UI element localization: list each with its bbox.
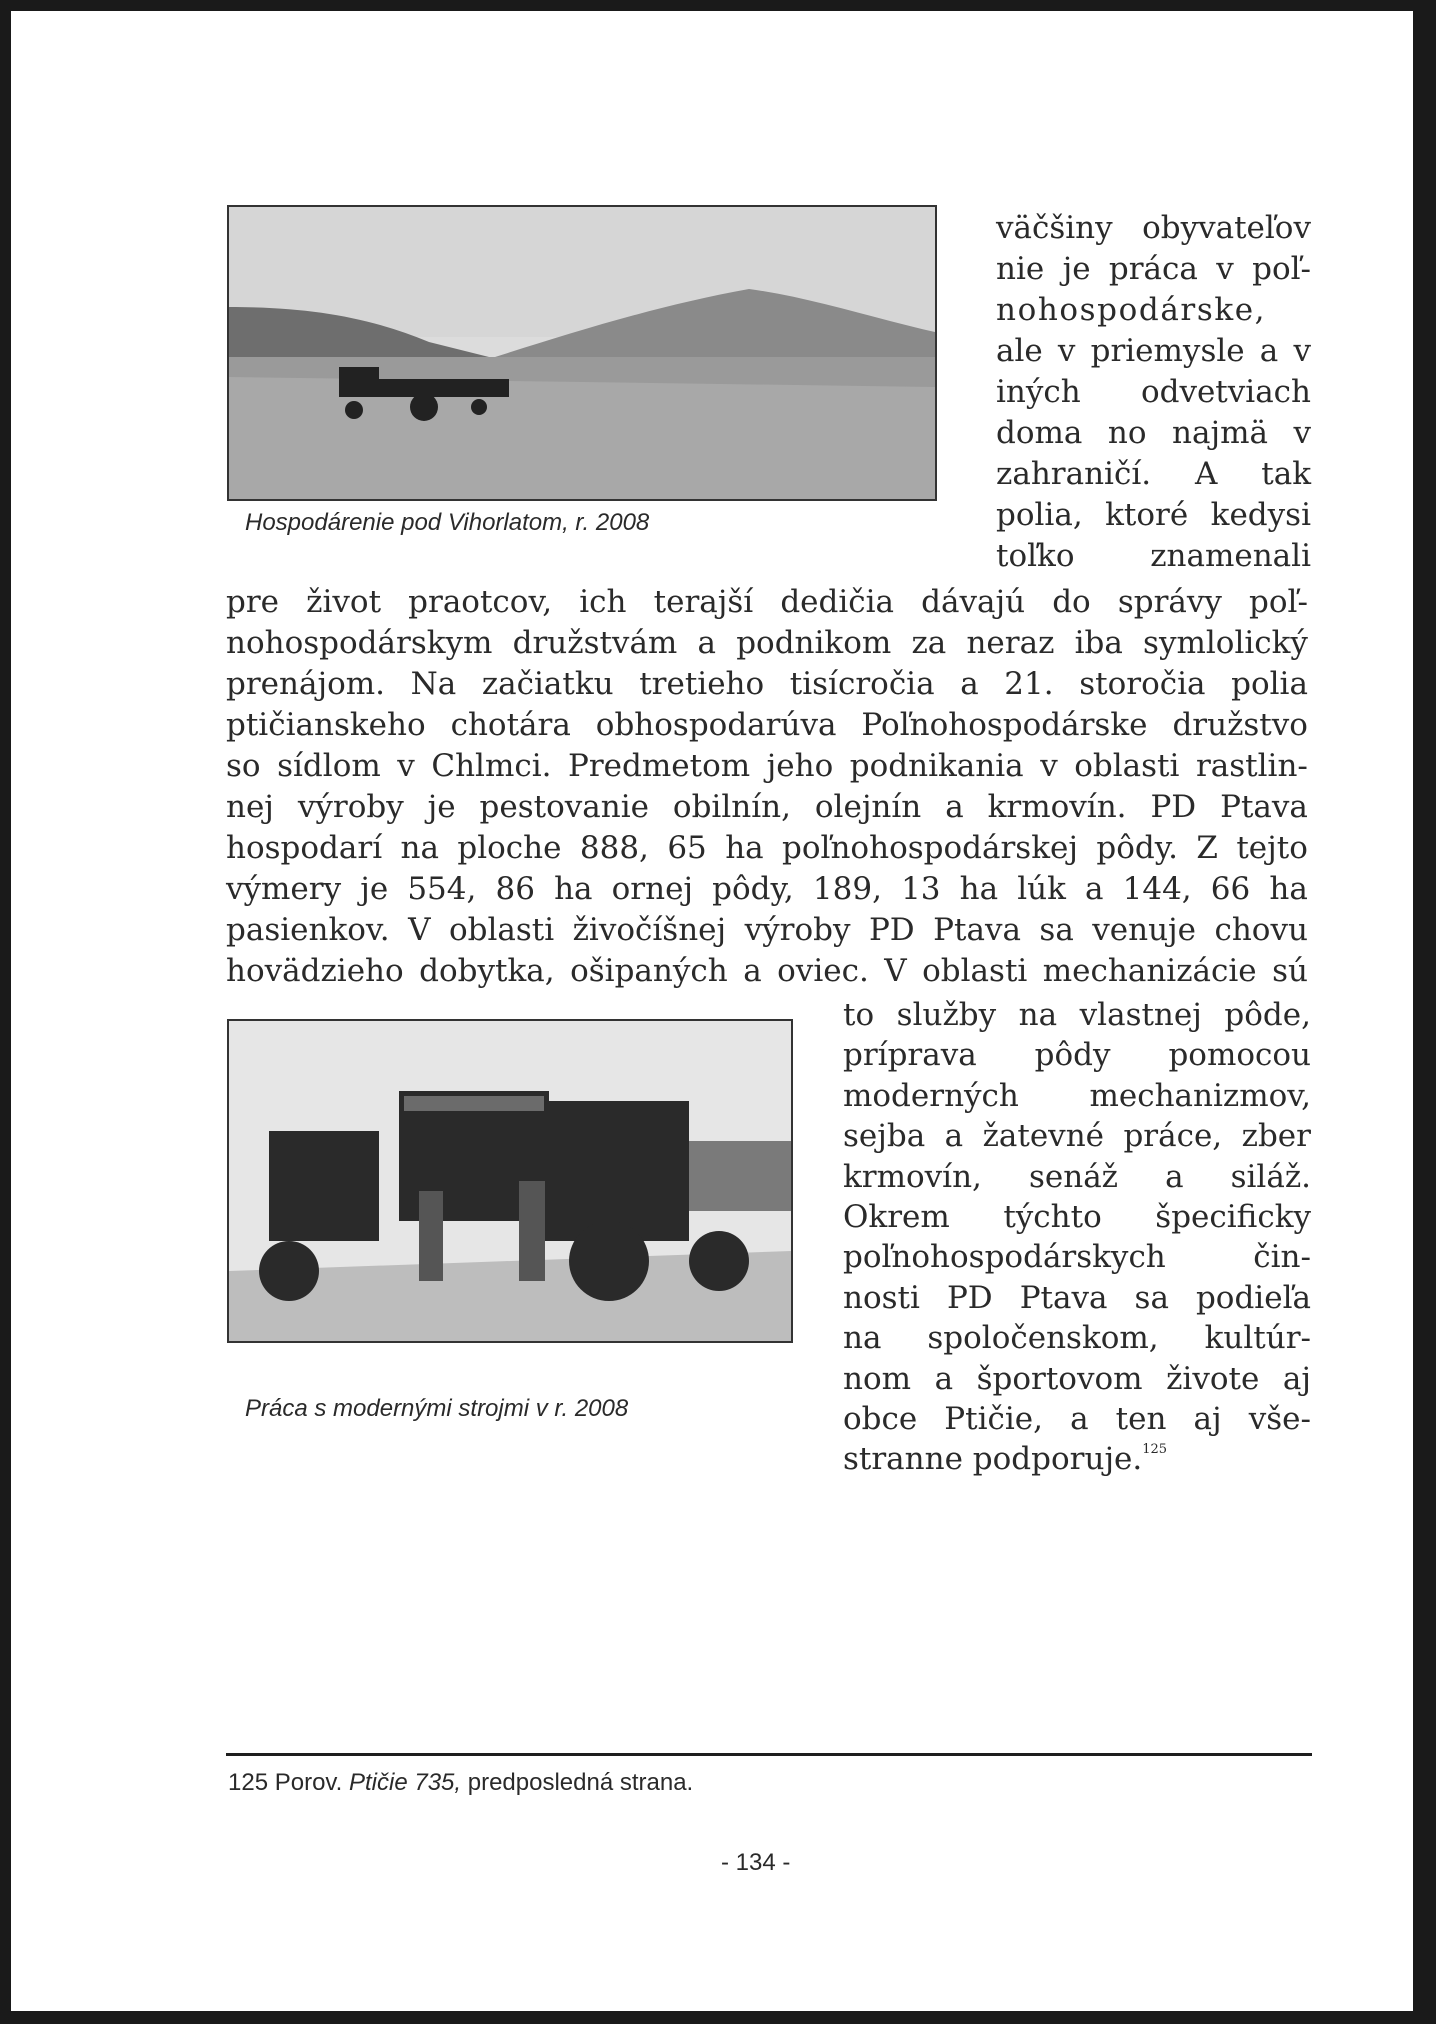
word: poľ- [1252, 251, 1311, 287]
text-line [226, 623, 1308, 664]
word: oblasti [1074, 748, 1180, 784]
word: venuje [1092, 912, 1197, 948]
line-text [843, 1359, 1311, 1400]
word: je [360, 871, 389, 907]
word: doma [996, 415, 1083, 451]
word: Na [410, 666, 457, 702]
word: 554, [407, 871, 477, 907]
text-line [996, 208, 1311, 249]
word: nohospodárske, [996, 292, 1267, 328]
line-text [226, 951, 1308, 992]
word: výroby [297, 789, 404, 825]
word: nie [996, 251, 1045, 287]
word: čin- [1253, 1239, 1311, 1276]
word: podnikom [736, 625, 892, 661]
word: aj [1193, 1401, 1222, 1437]
word: správy [1117, 584, 1222, 620]
word: chotára [450, 707, 571, 743]
word: Poľnohospodárske [861, 707, 1148, 743]
word: hospodarí [226, 830, 383, 866]
word: V [408, 912, 431, 948]
line-text [843, 1076, 1311, 1117]
photo-1-caption: Hospodárenie pod Vihorlatom, r. 2008 [245, 509, 650, 536]
word: v [1293, 415, 1311, 451]
line-text [843, 1237, 1311, 1278]
word: a [697, 625, 716, 661]
word: v [1216, 251, 1234, 287]
word: nej [226, 789, 274, 825]
word: aj [1282, 1360, 1311, 1397]
text-line [226, 746, 1308, 787]
word: je [427, 789, 456, 825]
text-line [996, 331, 1311, 372]
word: sú [1272, 953, 1308, 989]
word: pre [226, 584, 280, 620]
text-line [843, 1076, 1311, 1117]
text-line [843, 1318, 1311, 1359]
word: krmovín. [987, 789, 1127, 825]
footnote-prefix: Porov. [274, 1769, 343, 1796]
word: ale [996, 333, 1043, 369]
word: nohospodárskym [226, 625, 493, 661]
text-line [996, 495, 1311, 536]
word: znamenali [1150, 538, 1311, 574]
word: kedysi [1210, 497, 1311, 533]
word: krmovín, [843, 1158, 982, 1195]
line-text [226, 582, 1308, 623]
line-text [226, 910, 1308, 951]
word: 189, [812, 871, 882, 907]
word: mechanizácie [1042, 953, 1257, 989]
word: chovu [1214, 912, 1308, 948]
word: neraz [966, 625, 1055, 661]
word: A [1194, 456, 1218, 492]
text-line [843, 1359, 1311, 1400]
text-line [996, 249, 1311, 290]
last-line [843, 1429, 1167, 1480]
word: na [1018, 997, 1058, 1033]
word: športovom [976, 1360, 1143, 1397]
word: sa [1134, 1279, 1169, 1316]
word: sa [1039, 912, 1074, 948]
word: dobytka, [419, 953, 555, 989]
word: ten [1115, 1401, 1167, 1437]
word: podnikania [849, 748, 1024, 784]
line-text [226, 787, 1308, 828]
footnote-title: Ptičie 735, [348, 1769, 462, 1796]
word: poľnohospodárskych [843, 1239, 1166, 1276]
word: v [1057, 333, 1076, 369]
line-text [843, 1035, 1311, 1076]
word: pestovanie [479, 789, 649, 825]
word: služby [896, 997, 997, 1033]
word: spoločenskom, [927, 1320, 1159, 1357]
footnote-rest: predposledná strana. [467, 1769, 694, 1796]
word: dávajú [921, 584, 1026, 620]
word: 13 [901, 871, 941, 907]
word: výmery [226, 871, 342, 907]
word: družstvám [512, 625, 678, 661]
word: olejnín [814, 789, 922, 825]
word: Chlmci. [431, 748, 552, 784]
line-text [843, 1318, 1311, 1359]
word: pôdy, [712, 871, 794, 907]
word: a [743, 953, 762, 989]
word: jeho [766, 748, 834, 784]
word: hovädzieho [226, 953, 404, 989]
word: týchto [1003, 1199, 1102, 1235]
text-line [843, 1157, 1311, 1198]
page [11, 11, 1413, 2011]
word: práce, [1123, 1118, 1223, 1155]
word: toľko [996, 538, 1075, 574]
word: 888, [579, 830, 649, 866]
text-line [843, 1278, 1311, 1319]
word: zahraničí. [996, 456, 1152, 492]
word: na [843, 1320, 882, 1357]
line-text [226, 869, 1308, 910]
word: ich [579, 584, 627, 620]
word: družstvo [1172, 707, 1308, 743]
word: Ptava [1220, 789, 1308, 825]
word: ha [1269, 871, 1308, 907]
word: polia, [996, 497, 1083, 533]
word: tak [1261, 456, 1311, 492]
word: iných [996, 374, 1081, 410]
photo-modern-machinery [227, 1019, 793, 1343]
line-text [843, 995, 1311, 1036]
word: lúk [1017, 871, 1066, 907]
text-line [996, 372, 1311, 413]
last-line-text: stranne podporuje. [843, 1441, 1143, 1477]
photo-tractor-vihorlat [227, 205, 937, 501]
text-line [226, 582, 1308, 623]
word: do [1052, 584, 1091, 620]
word: oblasti [922, 953, 1028, 989]
word: vlastnej [1079, 997, 1202, 1033]
word: priemysle [1090, 333, 1245, 369]
footnote [228, 1769, 693, 1797]
word: pôdy [1034, 1037, 1111, 1074]
line-text [843, 1157, 1311, 1198]
text-line [996, 413, 1311, 454]
line-text [226, 664, 1308, 705]
word: pôdy. [1096, 830, 1178, 866]
word: a [944, 1118, 964, 1155]
word: Z [1196, 830, 1218, 866]
text-line [226, 787, 1308, 828]
word: a [1259, 333, 1279, 369]
word: na [400, 830, 439, 866]
word: poľ- [1249, 584, 1308, 620]
word: nosti [843, 1279, 920, 1316]
word: za [911, 625, 947, 661]
text-line [843, 995, 1311, 1036]
word: a [1070, 1401, 1089, 1437]
word: Okrem [843, 1199, 950, 1235]
word: PD [946, 1279, 993, 1316]
footnote-rule [226, 1753, 1312, 1756]
word: živočíšnej [572, 912, 727, 948]
word: PD [868, 912, 915, 948]
word: oviec. [777, 953, 869, 989]
word: špecificky [1155, 1199, 1311, 1235]
word: výroby [744, 912, 851, 948]
word: vše- [1248, 1401, 1311, 1437]
line-text [226, 705, 1308, 746]
text-line [226, 951, 1308, 992]
word: prenájom. [226, 666, 385, 702]
word: Ptičie, [944, 1401, 1044, 1437]
word: siláž. [1230, 1158, 1311, 1195]
text-line [843, 1035, 1311, 1076]
word: ha [554, 871, 593, 907]
word: PD [1150, 789, 1197, 825]
word: terajší [653, 584, 754, 620]
word: v [1293, 333, 1311, 369]
line-text [226, 828, 1308, 869]
word: praotcov, [408, 584, 553, 620]
word: život [306, 584, 382, 620]
word: začiatku [481, 666, 614, 702]
line-text [226, 746, 1308, 787]
word: sejba [843, 1118, 926, 1155]
text-line [226, 664, 1308, 705]
text-line [843, 1116, 1311, 1157]
word: obyvateľov [1142, 210, 1311, 246]
word: podieľa [1195, 1279, 1311, 1316]
word: obhospodarúva [595, 707, 837, 743]
word: a [960, 666, 979, 702]
word: storočia [1079, 666, 1206, 702]
text-line [226, 910, 1308, 951]
word: a [934, 1360, 954, 1397]
word: a [945, 789, 964, 825]
page-number: - 134 - [721, 1849, 791, 1876]
word: živote [1166, 1360, 1260, 1397]
word: senáž [1028, 1158, 1119, 1195]
footnote-marker: 125 [1142, 1442, 1168, 1457]
word: Ptava [1019, 1279, 1108, 1316]
word: symlolický [1143, 625, 1308, 661]
word: ošipaných [570, 953, 728, 989]
footnote-number: 125 [228, 1769, 269, 1796]
photo-2-caption: Práca s modernými strojmi v r. 2008 [245, 1395, 629, 1422]
word: sídlom [277, 748, 381, 784]
word: tejto [1236, 830, 1308, 866]
word: v [1040, 748, 1058, 784]
line-text [843, 1197, 1311, 1238]
text-line [996, 454, 1311, 495]
word: tisícročia [789, 666, 935, 702]
word: dedičia [780, 584, 895, 620]
word: najmä [1172, 415, 1268, 451]
text-line [996, 536, 1311, 577]
word: so [226, 748, 261, 784]
line-text [226, 623, 1308, 664]
word: to [843, 997, 875, 1033]
word: kultúr- [1204, 1320, 1311, 1357]
word: Ptava [933, 912, 1021, 948]
word: v [397, 748, 415, 784]
word: rastlin- [1195, 748, 1308, 784]
word: pôde, [1224, 997, 1311, 1033]
word: tretieho [639, 666, 765, 702]
word: obce [843, 1401, 918, 1437]
word: práca [1108, 251, 1198, 287]
text-line [843, 1237, 1311, 1278]
word: obilnín, [672, 789, 791, 825]
word: oblasti [448, 912, 555, 948]
word: 144, [1122, 871, 1192, 907]
word: Predmetom [568, 748, 751, 784]
word: ptičianskeho [226, 707, 426, 743]
word: 66 [1210, 871, 1251, 907]
word: 21. [1004, 666, 1054, 702]
word: no [1107, 415, 1147, 451]
word: je [1062, 251, 1091, 287]
word: pasienkov. [226, 912, 390, 948]
text-line [226, 705, 1308, 746]
word: ha [725, 830, 764, 866]
word: ktoré [1105, 497, 1189, 533]
word: ornej [611, 871, 694, 907]
word: 65 [667, 830, 707, 866]
word: zber [1241, 1118, 1311, 1155]
word: a [1085, 871, 1104, 907]
word: a [1165, 1158, 1184, 1195]
word: pomocou [1168, 1037, 1311, 1074]
text-line [996, 290, 1311, 331]
line-text [843, 1278, 1311, 1319]
word: moderných [843, 1077, 1019, 1114]
word: poľnohospodárskej [782, 830, 1078, 866]
word: polia [1231, 666, 1308, 702]
text-line [843, 1197, 1311, 1238]
word: väčšiny [996, 210, 1113, 246]
word: mechanizmov, [1089, 1077, 1311, 1114]
word: 86 [495, 871, 535, 907]
word: ha [959, 871, 999, 907]
word: ploche [457, 830, 562, 866]
word: príprava [843, 1037, 977, 1074]
text-line [226, 869, 1308, 910]
word: V [884, 953, 907, 989]
word: nom [843, 1360, 912, 1397]
word: iba [1074, 625, 1123, 661]
word: žatevné [982, 1118, 1105, 1155]
text-line [226, 828, 1308, 869]
line-text [843, 1116, 1311, 1157]
word: odvetviach [1140, 374, 1311, 410]
